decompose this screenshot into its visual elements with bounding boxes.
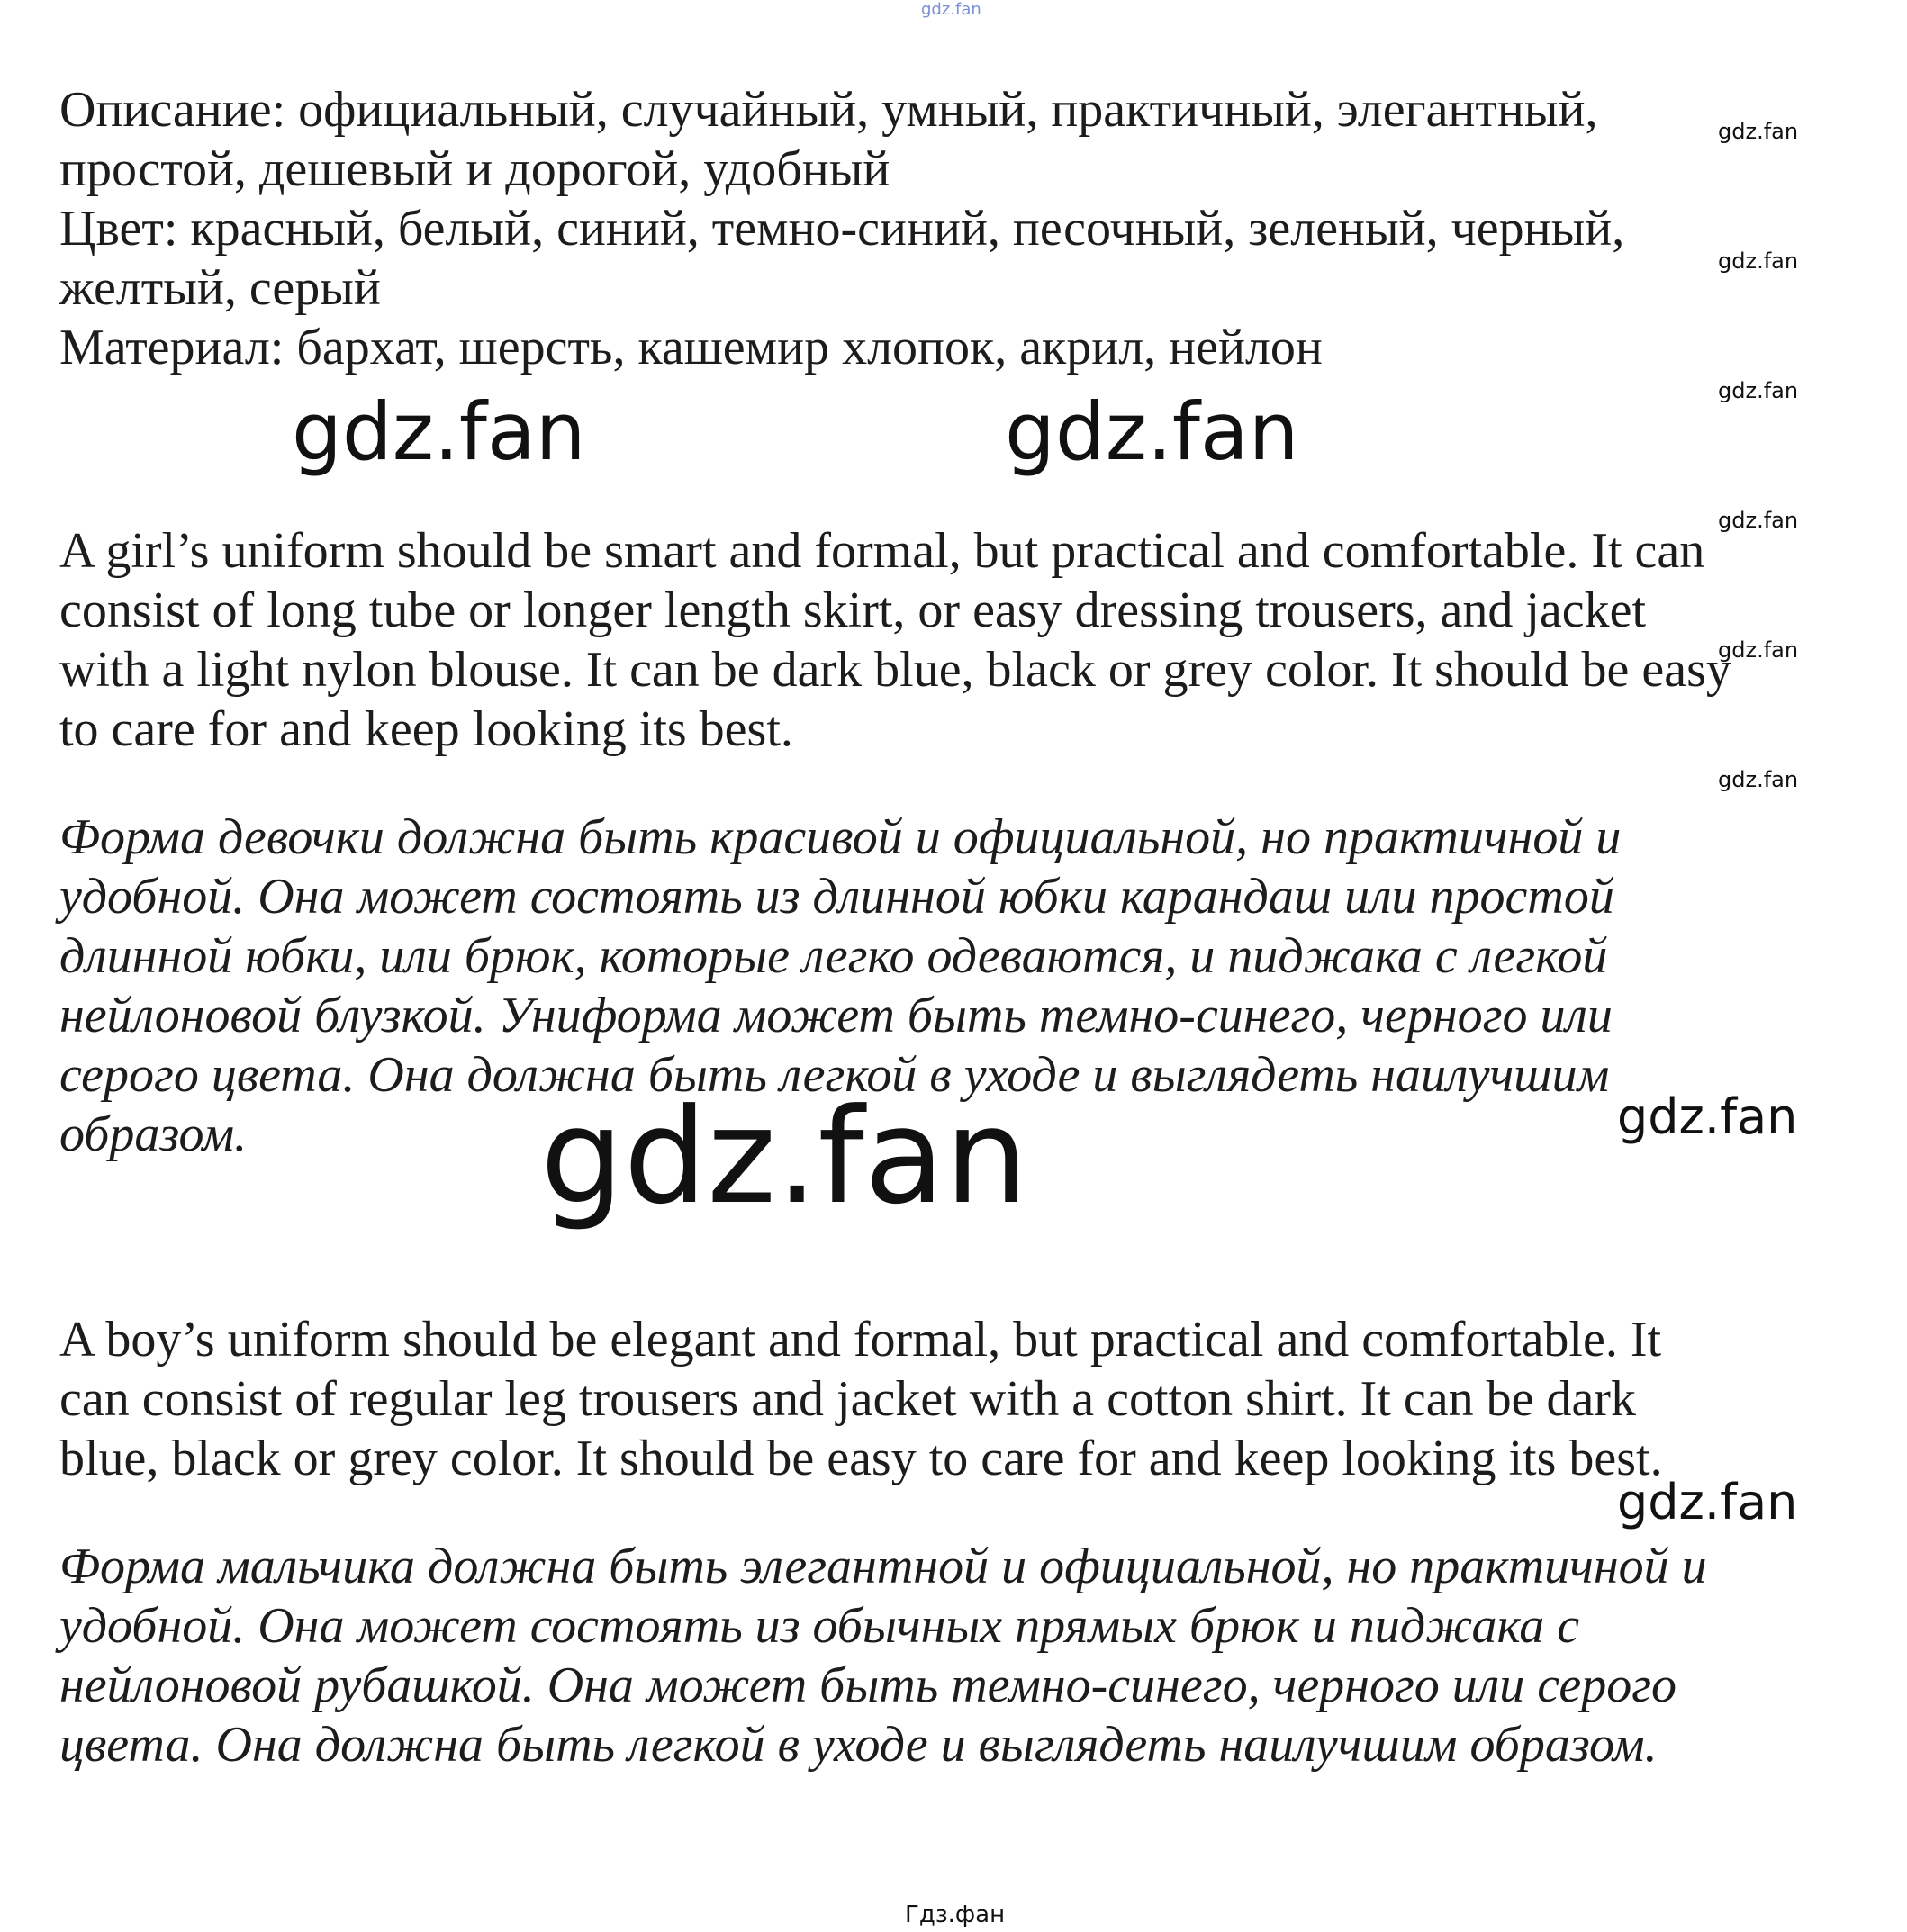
girl-en-line: to care for and keep looking its best. [59, 701, 793, 757]
watermark-side: gdz.fan [1718, 637, 1799, 663]
vocab-line: Описание: официальный, случайный, умный, практичный, элегантный, [59, 82, 1598, 138]
watermark-side: gdz.fan [1718, 378, 1799, 403]
vocab-line: простой, дешевый и дорогой, удобный [59, 141, 890, 197]
boy-en-line: blue, black or grey color. It should be easy to care for and keep looking its best. [59, 1431, 1663, 1486]
watermark-big-right: gdz.fan [1005, 385, 1299, 478]
girl-ru-line: удобной. Она может состоять из длинной юбки карандаш или простой [59, 869, 1614, 925]
girl-en-line: A girl’s uniform should be smart and formal, but practical and comfortable. It can [59, 523, 1705, 579]
boy-en-line: A boy’s uniform should be elegant and formal, but practical and comfortable. It [59, 1312, 1662, 1368]
watermark-side: gdz.fan [1718, 119, 1799, 144]
vocab-line: Материал: бархат, шерсть, кашемир хлопок, акрил, нейлон [59, 320, 1323, 375]
watermark-side: gdz.fan [1718, 248, 1799, 274]
girl-ru-line: образом. [59, 1106, 248, 1162]
watermark-side: gdz.fan [1718, 767, 1799, 792]
vocab-line: желтый, серый [59, 260, 381, 316]
vocab-line: Цвет: красный, белый, синий, темно-синий, песочный, зеленый, черный, [59, 201, 1625, 257]
girl-en-line: consist of long tube or longer length skirt, or easy dressing trousers, and jacket [59, 582, 1647, 638]
girl-en-line: with a light nylon blouse. It can be dark blue, black or grey color. It should be easy [59, 642, 1731, 698]
watermark-mid: gdz.fan [1617, 1474, 1798, 1530]
boy-en-line: can consist of regular leg trousers and jacket with a cotton shirt. It can be dark [59, 1371, 1636, 1427]
boy-ru-line: удобной. Она может состоять из обычных прямых брюк и пиджака с [59, 1598, 1580, 1654]
watermark-top: gdz.fan [921, 0, 981, 19]
boy-ru-line: Форма мальчика должна быть элегантной и официальной, но практичной и [59, 1539, 1707, 1594]
watermark-huge: gdz.fan [540, 1080, 1028, 1233]
watermark-big-left: gdz.fan [292, 385, 586, 478]
watermark-mid: gdz.fan [1617, 1088, 1798, 1145]
girl-ru-line: нейлоновой блузкой. Униформа может быть темно-синего, черного или [59, 988, 1613, 1043]
girl-ru-line: серого цвета. Она должна быть легкой в уходе и выглядеть наилучшим [59, 1047, 1610, 1103]
watermark-bottom: Гдз.фан [905, 1901, 1006, 1928]
boy-ru-line: нейлоновой рубашкой. Она может быть темно-синего, черного или серого [59, 1657, 1677, 1713]
watermark-side: gdz.fan [1718, 508, 1799, 533]
girl-ru-line: Форма девочки должна быть красивой и официальной, но практичной и [59, 809, 1622, 865]
girl-ru-line: длинной юбки, или брюк, которые легко одеваются, и пиджака с легкой [59, 928, 1608, 984]
boy-ru-line: цвета. Она должна быть легкой в уходе и выглядеть наилучшим образом. [59, 1717, 1658, 1773]
